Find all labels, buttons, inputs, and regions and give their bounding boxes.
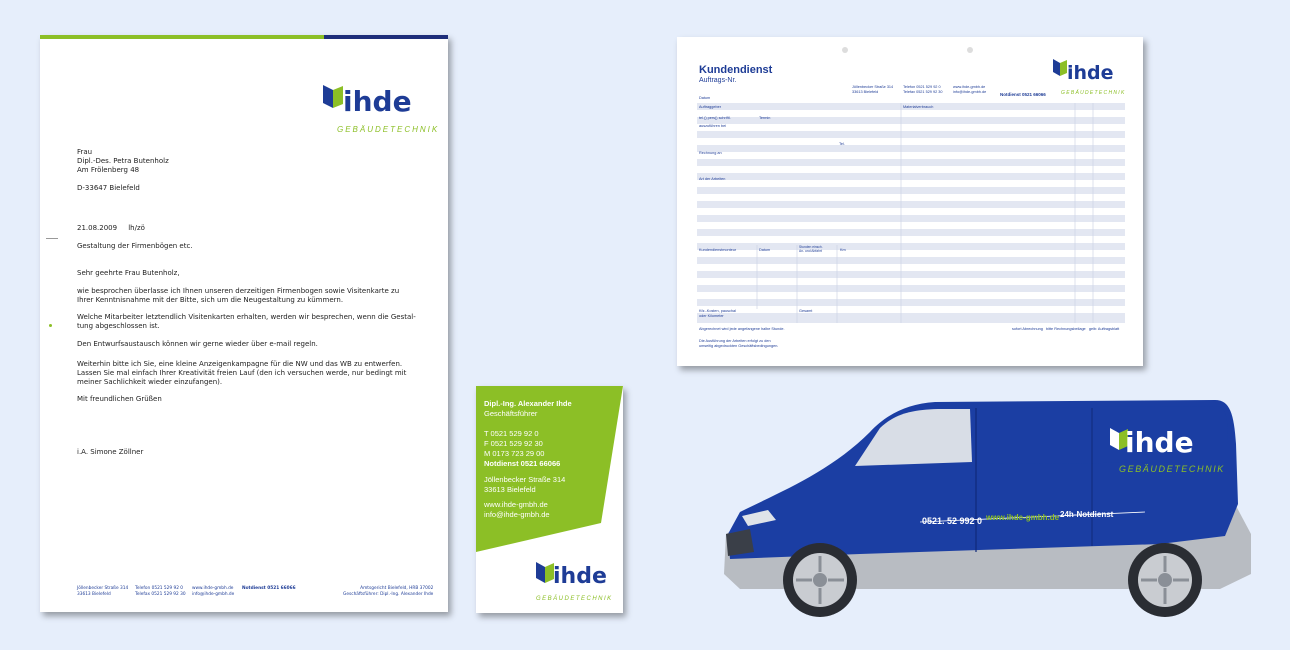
van-phone: 0521. 52 992 0: [922, 516, 983, 526]
logo-word: ihde: [553, 564, 607, 589]
card-fax: F 0521 529 92 30: [484, 439, 543, 448]
footer-legal: Amtsgericht Bielefeld, HRB 37002 Geschäftsführer: Dipl.-Ing. Alexander Ihde: [343, 586, 434, 597]
logo-tagline: GEBÄUDETECHNIK: [1061, 90, 1126, 96]
form-address: Jöllenbecker Straße 314 33613 Bielefeld: [852, 85, 894, 94]
form-note-right: sofort Abrechnung bitte Rechnungsbeilage gelb: Auftragsblatt: [1012, 327, 1120, 331]
ihde-logo: [323, 85, 440, 141]
card-phone: T 0521 529 92 0: [484, 429, 539, 438]
field-label-termin: Termin: [759, 116, 771, 120]
punch-mark: [49, 324, 52, 327]
card-email: info@ihde-gmbh.de: [484, 510, 550, 519]
form-note-bottom: Die Ausführung der Arbeiten erfolgt zu den umseitig abgedruckten Geschäftsbedingungen.: [699, 339, 779, 348]
letter-paragraph-4: Weiterhin bitte ich Sie, eine kleine Anzeigenkampagne für die NW und das WB zu entwerfen. Lassen Sie mal einfach Ihrer Kreativität freien Lauf (den ich versuchen werde, nur bedingt mit meiner Sachlichkeit wieder einzufangen).: [77, 360, 407, 386]
footer-address: Jöllenbecker Straße 314 33613 Bielefeld: [77, 586, 129, 597]
form-phone: Telefon 0521 529 92 0 Telefax 0521 529 92 30: [903, 85, 943, 94]
recipient-line-1: Frau: [77, 148, 93, 156]
letter-salutation: Sehr geehrte Frau Butenholz,: [77, 269, 180, 277]
van-notdienst: 24h-Notdienst: [1060, 510, 1114, 519]
letter-top-bar-blue: [324, 35, 448, 39]
logo-word: ihde: [343, 85, 412, 118]
punch-hole: [967, 47, 973, 53]
logo-cube-icon: [323, 85, 345, 111]
letter-date: 21.08.2009 lh/zö: [77, 224, 145, 232]
recipient-line-2: Dipl.-Des. Petra Butenholz: [77, 157, 169, 165]
form-notdienst: Notdienst 0521 66066: [1000, 92, 1046, 97]
field-label-tel: Tel.: [839, 142, 845, 146]
service-order-form: [677, 37, 1143, 366]
recipient-line-3: Am Frölenberg 48: [77, 166, 140, 174]
field-label-ausfuehren: auszuführen bei: [699, 124, 727, 128]
field-label-arbeiten: Art der Arbeiten: [699, 177, 726, 181]
footer-web: www.ihde-gmbh.de info@ihde-gmbh.de: [192, 586, 235, 597]
letter-subject: Gestaltung der Firmenbögen etc.: [77, 242, 193, 250]
letterhead-sheet: [40, 35, 448, 612]
van-logo-tagline: GEBÄUDETECHNIK: [1119, 464, 1225, 474]
form-subtitle: Auftrags-Nr.: [699, 77, 737, 84]
footer-notdienst: Notdienst 0521 66066: [242, 586, 296, 591]
card-web: www.ihde-gmbh.de: [484, 500, 548, 509]
field-label-datum: Datum: [699, 96, 711, 100]
letter-signature: i.A. Simone Zöllner: [77, 448, 144, 456]
letter-paragraph-1: wie besprochen überlasse ich Ihnen unseren derzeitigen Firmenbogen sowie Visitenkarte zu Ihrer Kenntnisnahme mit der Bitte, sich um die Neugestaltung zu kümmern.: [77, 287, 400, 304]
form-note-left: Abgerechnet wird jede angefangene halbe Stunde.: [699, 327, 785, 331]
field-label-auftraggeber: Auftraggeber: [699, 105, 721, 109]
field-label-stunden: Stunden einsch. An- und Abfahrt: [799, 245, 823, 253]
footer-phone: Telefon 0521 529 92 0 Telefax 0521 529 92 30: [135, 586, 186, 597]
van-web: www.ihde-gmbh.de: [986, 513, 1060, 522]
field-label-monteur: Kundendienstmonteur: [699, 248, 737, 252]
field-label-gesamt: Gesamt: [799, 309, 813, 313]
logo-tagline: GEBÄUDETECHNIK: [337, 125, 440, 134]
letter-paragraph-3: Den Entwurfsaustausch können wir gerne wieder über e-mail regeln.: [77, 340, 318, 348]
card-mobile: M 0173 723 29 00: [484, 449, 545, 458]
logo-tagline: GEBÄUDETECHNIK: [536, 596, 613, 602]
form-web: www.ihde-gmbh.de info@ihde-gmbh.de: [953, 85, 987, 94]
van-logo-word: ihde: [1125, 426, 1194, 459]
field-label-km: Km: [840, 248, 846, 252]
punch-hole: [842, 47, 848, 53]
form-title: Kundendienst: [699, 64, 773, 76]
letter-top-bar-green: [40, 35, 324, 39]
letter-paragraph-2: Welche Mitarbeiter letztendlich Visitenkarten erhalten, werden wir besprechen, wenn die Gestal- tung abgeschlossen ist.: [77, 313, 416, 330]
business-card: [476, 386, 623, 613]
card-name: Dipl.-Ing. Alexander Ihde: [484, 399, 572, 408]
card-notdienst: Notdienst 0521 66066: [484, 459, 561, 468]
card-city: 33613 Bielefeld: [484, 485, 536, 494]
van-illustration: [720, 384, 1255, 619]
field-label-telefon: tel.() pers() schriftl.: [699, 116, 731, 120]
fold-mark: [46, 238, 58, 239]
letter-closing: Mit freundlichen Grüßen: [77, 395, 162, 403]
recipient-city: D-33647 Bielefeld: [77, 184, 140, 192]
field-label-rechnung: Rechnung an: [699, 151, 722, 155]
field-label-kosten: Kfz.-Kosten, pauschal oder Kilometer: [699, 309, 736, 318]
logo-word: ihde: [1067, 62, 1114, 84]
field-label-material: Materialverbrauch: [903, 105, 934, 109]
card-street: Jöllenbecker Straße 314: [484, 475, 566, 484]
field-label-datum2: Datum: [759, 248, 771, 252]
company-van: [720, 384, 1255, 619]
ihde-logo: [1053, 59, 1133, 99]
ihde-logo: [536, 562, 621, 606]
form-grid: [697, 103, 1125, 323]
card-role: Geschäftsführer: [484, 409, 538, 418]
